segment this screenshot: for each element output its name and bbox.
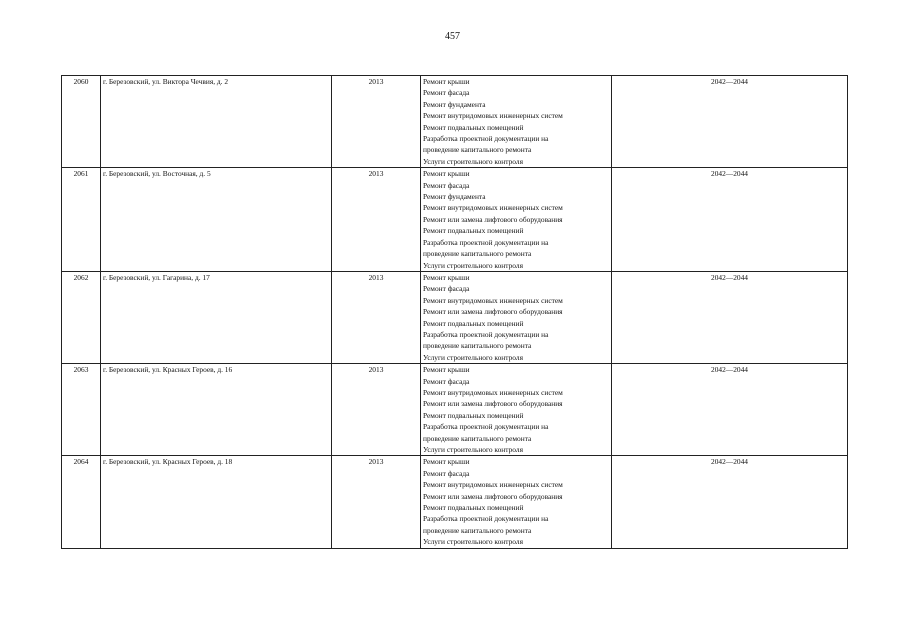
work-item: Ремонт фасада (423, 376, 470, 386)
work-item: Ремонт крыши (423, 77, 470, 86)
work-item: проведение капитального ремонта (423, 433, 532, 443)
row-period: 2042—2044 (612, 168, 848, 272)
row-year: 2013 (332, 168, 421, 272)
row-year: 2013 (332, 456, 421, 548)
row-period: 2042—2044 (612, 364, 848, 456)
row-year: 2013 (332, 76, 421, 168)
row-period: 2042—2044 (612, 271, 848, 363)
work-item: Ремонт или замена лифтового оборудования (423, 214, 563, 224)
work-item: Ремонт подвальных помещений (423, 410, 524, 420)
work-item: Услуги строительного контроля (423, 156, 523, 166)
row-address: г. Березовский, ул. Красных Героев, д. 18 (101, 456, 332, 548)
table-row (62, 168, 848, 272)
work-item: Ремонт фасада (423, 468, 470, 478)
row-number: 2064 (62, 456, 101, 548)
work-item: Ремонт подвальных помещений (423, 122, 524, 132)
row-address: г. Березовский, ул. Восточная, д. 5 (101, 168, 332, 272)
work-item: Ремонт подвальных помещений (423, 318, 524, 328)
table-row (62, 456, 848, 548)
work-item: Услуги строительного контроля (423, 260, 523, 270)
row-number: 2062 (62, 271, 101, 363)
row-year: 2013 (332, 364, 421, 456)
work-item: проведение капитального ремонта (423, 525, 532, 535)
row-works (421, 456, 612, 548)
row-number: 2061 (62, 168, 101, 272)
table-row (62, 364, 848, 456)
work-item: Услуги строительного контроля (423, 445, 523, 454)
row-year: 2013 (332, 271, 421, 363)
work-item: Ремонт подвальных помещений (423, 226, 524, 236)
work-item: проведение капитального ремонта (423, 341, 532, 351)
work-item: Ремонт или замена лифтового оборудования (423, 307, 563, 317)
row-address: г. Березовский, ул. Виктора Чечвия, д. 2 (101, 76, 332, 168)
work-item: Ремонт крыши (423, 457, 470, 467)
work-item: Разработка проектной документации на (423, 514, 549, 524)
repair-schedule-table (61, 75, 848, 549)
work-item: Ремонт подвальных помещений (423, 503, 524, 513)
work-item: Ремонт фундамента (423, 192, 486, 202)
work-item: Ремонт или замена лифтового оборудования (423, 491, 563, 501)
work-item: Услуги строительного контроля (423, 537, 523, 547)
work-item: Разработка проектной документации на (423, 422, 549, 432)
work-item: Ремонт фасада (423, 180, 470, 190)
row-works (421, 364, 612, 456)
work-item: Услуги строительного контроля (423, 352, 523, 362)
row-address: г. Березовский, ул. Красных Героев, д. 16 (101, 364, 332, 456)
work-item: Ремонт внутридомовых инженерных систем (423, 295, 563, 305)
work-item: Ремонт внутридомовых инженерных систем (423, 480, 563, 490)
work-item: Ремонт внутридомовых инженерных систем (423, 111, 563, 121)
work-item: Ремонт фасада (423, 284, 470, 294)
table-row (62, 271, 848, 363)
row-works (421, 271, 612, 363)
row-number: 2060 (62, 76, 101, 168)
table-body (62, 76, 848, 549)
work-item: проведение капитального ремонта (423, 249, 532, 259)
work-item: Ремонт или замена лифтового оборудования (423, 399, 563, 409)
work-item: Ремонт крыши (423, 169, 470, 179)
table-row (62, 76, 848, 168)
row-works (421, 76, 612, 168)
work-item: Разработка проектной документации на (423, 329, 549, 339)
row-period: 2042—2044 (612, 456, 848, 548)
work-item: Разработка проектной документации на (423, 237, 549, 247)
row-works (421, 168, 612, 272)
work-item: проведение капитального ремонта (423, 145, 532, 155)
page-number: 457 (445, 31, 460, 42)
work-item: Ремонт внутридомовых инженерных систем (423, 203, 563, 213)
work-item: Ремонт внутридомовых инженерных систем (423, 387, 563, 397)
work-item: Ремонт фасада (423, 88, 470, 98)
row-period: 2042—2044 (612, 76, 848, 168)
row-number: 2063 (62, 364, 101, 456)
work-item: Ремонт крыши (423, 272, 470, 282)
row-address: г. Березовский, ул. Гагарина, д. 17 (101, 271, 332, 363)
work-item: Разработка проектной документации на (423, 134, 549, 144)
work-item: Ремонт фундамента (423, 99, 486, 109)
work-item: Ремонт крыши (423, 365, 470, 375)
